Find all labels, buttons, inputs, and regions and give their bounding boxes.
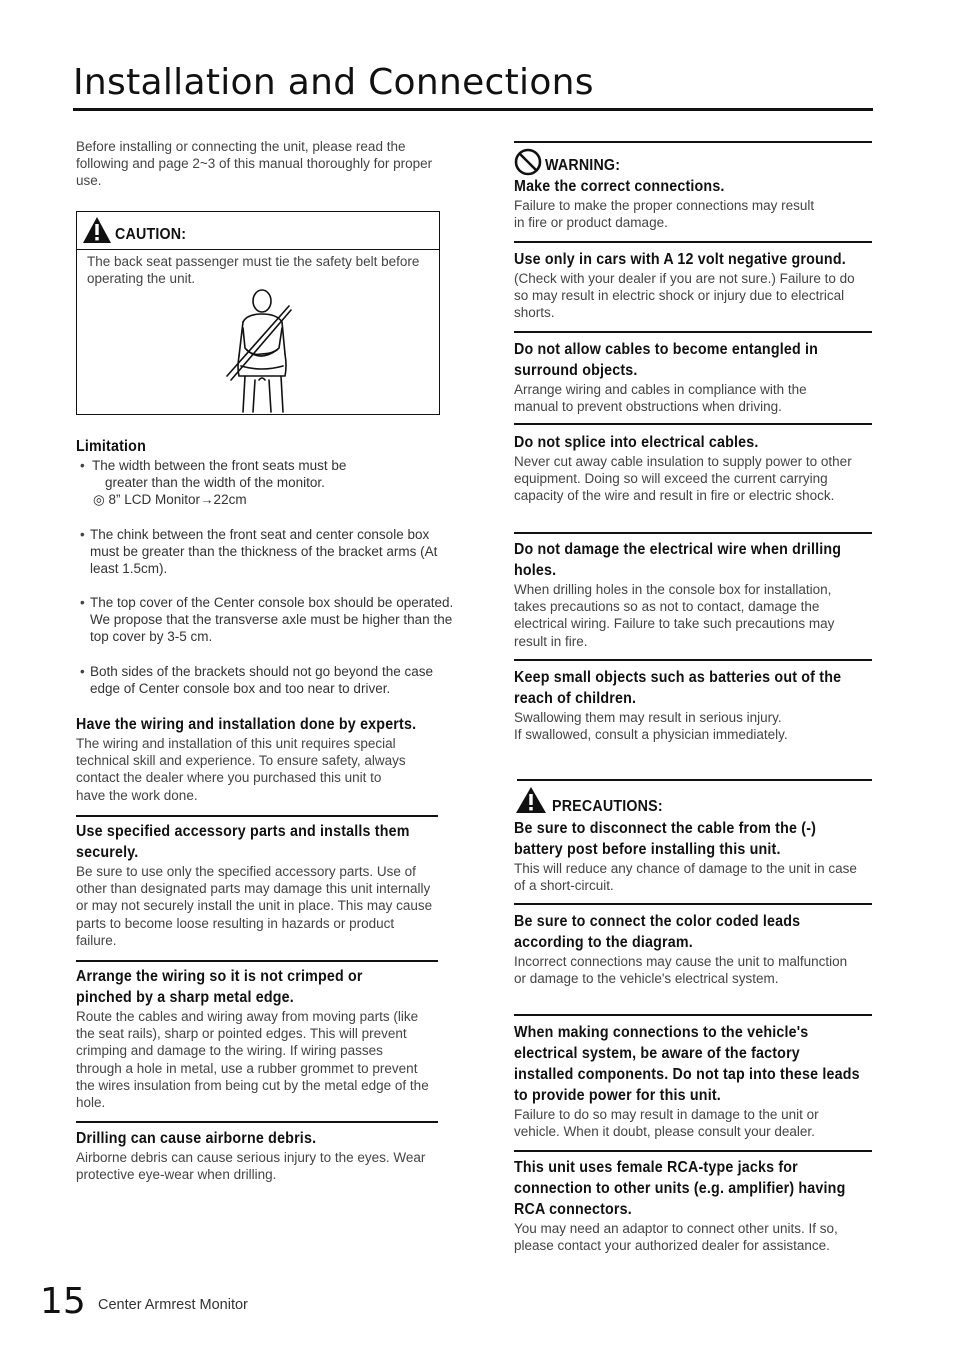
section-text: Airborne debris can cause serious injury to the eyes. Wear protective eye-wear when drilling.: [76, 1150, 426, 1183]
bullet-marker: •: [80, 458, 85, 473]
section-heading-line1: Arrange the wiring so it is not crimped or: [76, 968, 363, 985]
warning-cables-entangled: [514, 339, 889, 415]
section-text: Never cut away cable insulation to supply power to other equipment. Doing so will exceed the current carrying capacity of the wire and result in fire or electric shock.: [514, 454, 852, 504]
section-divider: [514, 532, 872, 534]
section-text-line2: If swallowed, consult a physician immediately.: [514, 727, 788, 743]
section-divider: [76, 960, 438, 962]
section-divider: [514, 331, 872, 333]
limitation-item-2: The chink between the front seat and center console box must be greater than the thickness of the bracket arms (At least 1.5cm).: [90, 527, 438, 577]
warning-negative-ground: [514, 249, 889, 322]
limitation-item-1-line3: ◎ 8” LCD Monitor→22cm: [93, 492, 247, 507]
section-divider: [76, 1121, 438, 1123]
section-heading: Use only in cars with A 12 volt negative ground.: [514, 251, 846, 268]
section-heading-line1: Be sure to disconnect the cable from the (-): [514, 820, 817, 837]
footer-product-name: Center Armrest Monitor: [98, 1297, 248, 1313]
section-heading-line2: pinched by a sharp metal edge.: [76, 989, 294, 1006]
warning-correct-connections: [514, 176, 889, 231]
bullet-marker: •: [80, 527, 85, 542]
seatbelt-passenger-icon: [225, 288, 295, 419]
warning-top-rule: [514, 141, 872, 143]
section-text: The wiring and installation of this unit requires special technical skill and experience. To ensure safety, always contact the dealer where you purchased this unit to have the work done.: [76, 736, 406, 803]
section-text: When drilling holes in the console box for installation, takes precautions so as not to contact, damage the electrical wiring. Failure to take such precautions may result in fire.: [514, 582, 835, 649]
limitation-item-1-line2: greater than the width of the monitor.: [105, 475, 325, 490]
section-experts: [76, 714, 438, 804]
section-heading-line2: according to the diagram.: [514, 934, 693, 951]
caution-text: The back seat passenger must tie the safety belt before operating the unit.: [87, 254, 420, 287]
section-text: Be sure to use only the specified accessory parts. Use of other than designated parts may damage this unit internally or may not securely install the unit in place. This may cause parts to become loose resulting in hazards or product failure.: [76, 864, 433, 948]
warning-splice: [514, 432, 889, 505]
caution-box: [76, 211, 440, 415]
section-heading-line3: installed components. Do not tap into these leads: [514, 1066, 860, 1083]
section-heading-line2: securely.: [76, 844, 139, 861]
section-text: Failure to make the proper connections may result in fire or product damage.: [514, 198, 815, 231]
section-airborne-debris: [76, 1128, 438, 1183]
caution-warning-triangle-icon: [82, 216, 112, 249]
section-heading-line4: to provide power for this unit.: [514, 1087, 721, 1104]
section-divider: [514, 1150, 872, 1152]
section-heading-line1: Do not damage the electrical wire when drilling: [514, 541, 842, 558]
section-heading-line1: Use specified accessory parts and installs them: [76, 823, 410, 840]
section-heading-line1: When making connections to the vehicle's: [514, 1024, 809, 1041]
section-text: (Check with your dealer if you are not sure.) Failure to do so may result in electric shock or injury due to electrical shorts.: [514, 271, 855, 321]
section-heading: Drilling can cause airborne debris.: [76, 1130, 317, 1147]
warning-small-objects: [514, 667, 889, 743]
section-heading-line2: connection to other units (e.g. amplifier) having: [514, 1180, 846, 1197]
precaution-factory-components: [514, 1022, 889, 1140]
section-heading: Have the wiring and installation done by experts.: [76, 716, 417, 733]
section-heading-line2: reach of children.: [514, 690, 637, 707]
section-heading-line1: Do not allow cables to become entangled in: [514, 341, 819, 358]
bullet-marker: •: [80, 664, 85, 679]
precaution-disconnect-cable: [514, 818, 889, 894]
section-divider: [76, 815, 438, 817]
section-text: Incorrect connections may cause the unit to malfunction or damage to the vehicle's electrical system.: [514, 954, 848, 987]
section-divider: [514, 659, 872, 661]
section-text: Arrange wiring and cables in compliance with the manual to prevent obstructions when driving.: [514, 382, 807, 415]
section-wiring-crimped: [76, 966, 438, 1111]
limitation-item-1-line1: The width between the front seats must be: [92, 458, 347, 473]
caution-header: [77, 212, 439, 250]
section-heading: Do not splice into electrical cables.: [514, 434, 759, 451]
warning-heading: WARNING:: [545, 157, 621, 174]
precautions-heading: PRECAUTIONS:: [552, 798, 663, 815]
limitation-heading: Limitation: [76, 438, 146, 455]
section-heading-line1: Be sure to connect the color coded leads: [514, 913, 801, 930]
page-number: 15: [40, 1281, 86, 1322]
precaution-rca-jacks: [514, 1157, 889, 1254]
section-accessory-parts: [76, 821, 438, 949]
section-divider: [514, 1014, 872, 1016]
section-heading-line1: Keep small objects such as batteries out of the: [514, 669, 842, 686]
limitation-item-3: The top cover of the Center console box should be operated. We propose that the transverse axle must be higher than the top cover by 3-5 cm.: [90, 595, 454, 645]
section-text: This will reduce any chance of damage to the unit in case of a short-circuit.: [514, 861, 857, 894]
warning-drilling-holes: [514, 539, 889, 650]
section-divider: [514, 241, 872, 243]
section-divider: [514, 903, 872, 905]
section-heading: Make the correct connections.: [514, 178, 725, 195]
section-divider: [514, 423, 872, 425]
precautions-top-rule: [517, 779, 872, 781]
limitation-item-4: Both sides of the brackets should not go beyond the case edge of Center console box and too near to driver.: [90, 664, 433, 697]
section-text: You may need an adaptor to connect other units. If so, please contact your authorized dealer for assistance.: [514, 1221, 838, 1254]
section-heading-line2: holes.: [514, 562, 557, 579]
section-text: Failure to do so may result in damage to the unit or vehicle. When it doubt, please consult your dealer.: [514, 1107, 819, 1140]
section-heading-line2: electrical system, be aware of the factory: [514, 1045, 800, 1062]
title-rule: [73, 108, 873, 111]
precaution-color-coded-leads: [514, 911, 889, 987]
section-text-line1: Swallowing them may result in serious injury.: [514, 710, 782, 725]
section-text: Route the cables and wiring away from moving parts (like the seat rails), sharp or pointed edges. This will prevent crimping and damage to the wiring. If wiring passes through a hole in metal, use a rubber grommet to prevent the wires insulation from being cut by the metal edge of the hole.: [76, 1009, 429, 1111]
bullet-marker: •: [80, 595, 85, 610]
page-title: Installation and Connections: [73, 62, 594, 103]
section-heading-line2: battery post before installing this unit.: [514, 841, 781, 858]
intro-text: Before installing or connecting the unit, please read the following and page 2~3 of this manual thoroughly for proper use.: [76, 139, 433, 189]
section-heading-line1: This unit uses female RCA-type jacks for: [514, 1159, 798, 1176]
precautions-warning-triangle-icon: [515, 786, 547, 819]
section-heading-line2: surround objects.: [514, 362, 638, 379]
caution-heading: CAUTION:: [115, 226, 187, 243]
section-heading-line3: RCA connectors.: [514, 1201, 632, 1218]
